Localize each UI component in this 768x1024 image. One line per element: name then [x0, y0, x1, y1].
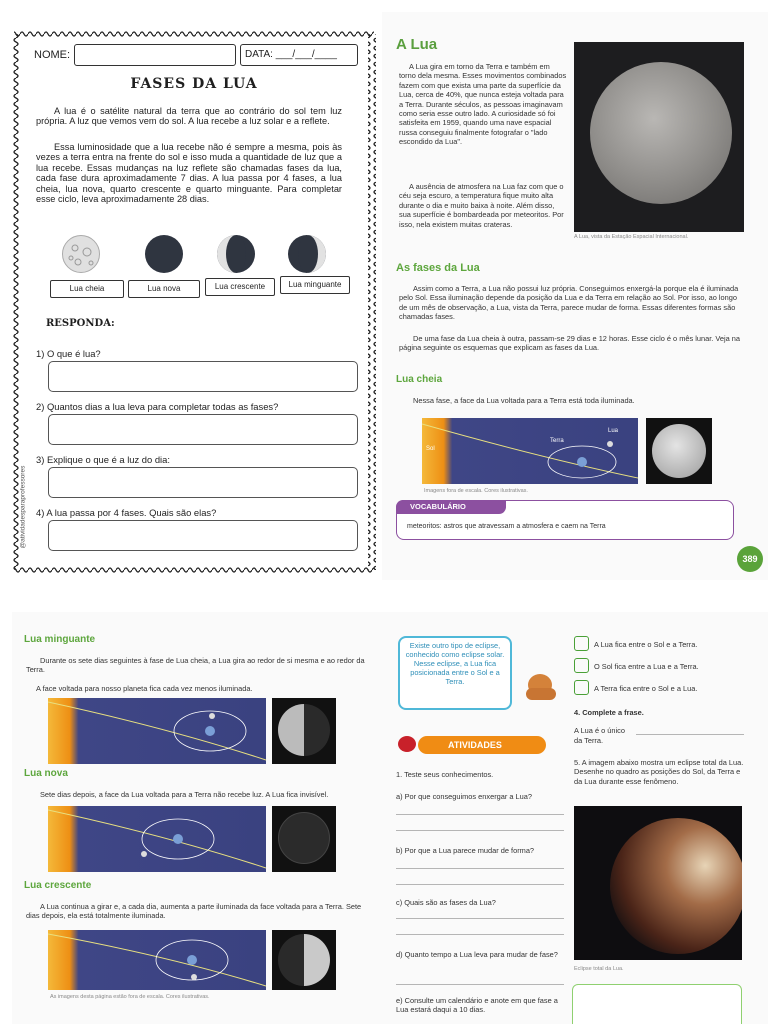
textbook-page [382, 12, 768, 580]
ladybug-icon [398, 736, 416, 752]
q4: 4. Complete a frase. [574, 708, 644, 717]
option-text-3: A Terra fica entre o Sol e a Lua. [594, 684, 698, 693]
waxing-moon-icon [217, 235, 255, 273]
orbit-diagram [48, 698, 266, 764]
answer-field-3[interactable] [48, 467, 358, 498]
label-terra: Terra [550, 438, 564, 444]
option-checkbox-2[interactable] [574, 658, 589, 673]
cheia-text: Nessa fase, a face da Lua voltada para a Terra está toda iluminada. [413, 396, 635, 405]
dog-mascot-icon [524, 670, 558, 702]
q1c: c) Quais são as fases da Lua? [396, 898, 496, 907]
eclipsed-moon [610, 818, 742, 954]
phase-label-crescente: Lua crescente [205, 278, 275, 296]
q1a-line-1[interactable] [396, 814, 564, 815]
cheia-title: Lua cheia [396, 374, 443, 385]
full-moon-diagram [422, 418, 638, 484]
phase-label-cheia: Lua cheia [50, 280, 124, 298]
q1a-line-2[interactable] [396, 830, 564, 831]
option-checkbox-3[interactable] [574, 680, 589, 695]
phases-note: As imagens desta página estão fora de escala. Cores ilustrativas. [50, 994, 210, 1000]
section-title: As fases da Lua [396, 262, 480, 274]
name-label: NOME: [34, 49, 71, 61]
q1c-line-1[interactable] [396, 918, 564, 919]
answer-field-4[interactable] [48, 520, 358, 551]
crescente-text: A Lua continua a girar e, a cada dia, aumenta a parte iluminada da face voltada para a Terra. Sete dias depois, ela está totalmente iluminada. [26, 902, 362, 921]
new-moon-icon [145, 235, 183, 273]
section-paragraph-2: De uma fase da Lua cheia à outra, passam-se 29 dias e 12 horas. Esse ciclo é o mês lunar. Veja na página seguinte os esquemas que explicam as fases da Lua. [399, 334, 741, 353]
crescente-photo [272, 930, 336, 990]
vocab-box [396, 500, 734, 540]
intro-paragraph-2: A ausência de atmosfera na Lua faz com que o céu seja escuro, a temperatura fique muito alta durante o dia e muito baixa à noite. Além disso, sua superfície é bombardeada por meteoritos. Por isso, nela existem muitas crateras. [399, 182, 564, 229]
minguante-text-2: A face voltada para nosso planeta fica cada vez menos iluminada. [36, 684, 253, 693]
orbit-diagram [48, 930, 266, 990]
option-text-2: O Sol fica entre a Lua e a Terra. [594, 662, 699, 671]
side-watermark: @atividadesparaprofessores [19, 465, 27, 549]
vocab-text: meteoritos: astros que atravessam a atmosfera e caem na Terra [407, 523, 606, 530]
crescente-title: Lua crescente [24, 880, 92, 891]
option-checkbox-1[interactable] [574, 636, 589, 651]
phases-page [12, 612, 384, 1024]
phase-label-nova: Lua nova [128, 280, 200, 298]
nova-text: Sete dias depois, a face da Lua voltada para a Terra não recebe luz. A Lua fica invisível. [40, 790, 329, 799]
vocab-title: VOCABULÁRIO [396, 500, 506, 514]
q1: 1. Teste seus conhecimentos. [396, 770, 494, 779]
nova-title: Lua nova [24, 768, 68, 779]
question-2: 2) Quantos dias a lua leva para completar todas as fases? [36, 401, 279, 412]
q1b: b) Por que a Lua parece mudar de forma? [396, 846, 535, 855]
minguante-title: Lua minguante [24, 634, 96, 645]
question-4: 4) A lua passa por 4 fases. Quais são elas? [36, 507, 217, 518]
q1d-line[interactable] [396, 984, 564, 985]
answer-field-2[interactable] [48, 414, 358, 445]
crescente-diagram [48, 930, 266, 990]
q4-text-2: da Terra. [574, 736, 604, 745]
label-sol: Sol [426, 446, 435, 452]
worksheet-paragraph-1: A lua é o satélite natural da terra que ao contrário do sol tem luz própria. A luz que vemos vem do sol. A lua recebe a luz solar e a reflete. [36, 106, 342, 127]
eclipse-photo [574, 806, 742, 960]
full-moon-icon [62, 235, 100, 273]
page-number: 389 [737, 546, 763, 572]
section-paragraph-1: Assim como a Terra, a Lua não possui luz própria. Conseguimos enxergá-la porque ela é iluminada pelo Sol. Essa iluminação depende da posição da Lua e da Terra em relação ao Sol. Por isso, ao longo de um mês de observação, a Lua, vista da Terra, parece mudar de forma. Essas diferentes formas são chamadas fases. [399, 284, 739, 322]
orbit-diagram [48, 806, 266, 872]
minguante-text-1: Durante os sete dias seguintes à fase de Lua cheia, a Lua gira ao redor de si mesma e ao redor da Terra. [26, 656, 365, 675]
nova-diagram [48, 806, 266, 872]
intro-paragraph-1: A Lua gira em torno da Terra e também em torno dela mesma. Esses movimentos combinados fazem com que exista uma parte da superfície da Lua, cerca de 40%, que nunca esteja voltada para a Terra. Durante séculos, as pessoas imaginavam como seria esse outro lado. A curiosidade só foi satisfeita em 1959, quando uma nave espacial russa conseguiu finalmente fotografar o "lado escondido da Lua". [399, 62, 567, 147]
option-text-1: A Lua fica entre o Sol e a Terra. [594, 640, 698, 649]
respond-heading: RESPONDA: [46, 318, 115, 329]
worksheet-title: FASES DA LUA [130, 76, 258, 92]
minguante-diagram [48, 698, 266, 764]
q1c-line-2[interactable] [396, 934, 564, 935]
orbit-diagram [422, 418, 638, 484]
minguante-photo [272, 698, 336, 764]
moon-photo [574, 42, 744, 232]
phase-label-minguante: Lua minguante [280, 276, 350, 294]
full-moon-photo [590, 62, 732, 204]
question-3: 3) Explique o que é a luz do dia: [36, 454, 170, 465]
q4-answer-line[interactable] [636, 734, 744, 735]
photo-caption: A Lua, vista da Estação Espacial Internacional. [574, 234, 689, 240]
answer-field-1[interactable] [48, 361, 358, 392]
q4-text: A Lua é o único [574, 726, 625, 735]
nova-photo [272, 806, 336, 872]
page-title: A Lua [396, 36, 438, 53]
q1d: d) Quanto tempo a Lua leva para mudar de fase? [396, 950, 558, 959]
label-lua: Lua [608, 428, 619, 434]
activities-header: ATIVIDADES [418, 736, 546, 754]
question-1: 1) O que é lua? [36, 348, 101, 359]
full-moon-small-photo [646, 418, 712, 484]
q1e: e) Consulte um calendário e anote em que fase a Lua estará daqui a 10 dias. [396, 996, 558, 1015]
name-field[interactable] [74, 44, 236, 66]
date-field[interactable]: DATA: ___/___/____ [240, 44, 358, 66]
worksheet-panel [12, 30, 376, 576]
worksheet-paragraph-2: Essa luminosidade que a lua recebe não é sempre a mesma, pois às vezes a terra entra na frente do sol e isso muda a quantidade de luz que a lua recebe. Essas mudanças na luz reflete são chamadas fases da lua, cada fase dura aproximadamente 7 dias. A lua passa por 4 fases, a lua cheia, lua nova, quarto crescente e quarto minguante. Para completar esse ciclo, leva aproximadamente 28 dias. [36, 142, 342, 205]
waning-moon-icon [288, 235, 326, 273]
q1b-line-2[interactable] [396, 884, 564, 885]
eclipse-caption: Eclipse total da Lua. [574, 966, 624, 972]
q5: 5. A imagem abaixo mostra um eclipse total da Lua. Desenhe no quadro as posições do Sol, da Terra e da Lua durante esse fenômeno. [574, 758, 744, 786]
drawing-box[interactable] [572, 984, 742, 1024]
q1b-line-1[interactable] [396, 868, 564, 869]
diagram-note: Imagens fora de escala. Cores ilustrativas. [424, 488, 528, 494]
activities-page [384, 612, 768, 1024]
q1a: a) Por que conseguimos enxergar a Lua? [396, 792, 532, 801]
crater-icons [63, 236, 101, 274]
info-bubble: Existe outro tipo de eclipse, conhecido como eclipse solar. Nesse eclipse, a Lua fica posicionada entre o Sol e a Terra. [398, 636, 512, 710]
